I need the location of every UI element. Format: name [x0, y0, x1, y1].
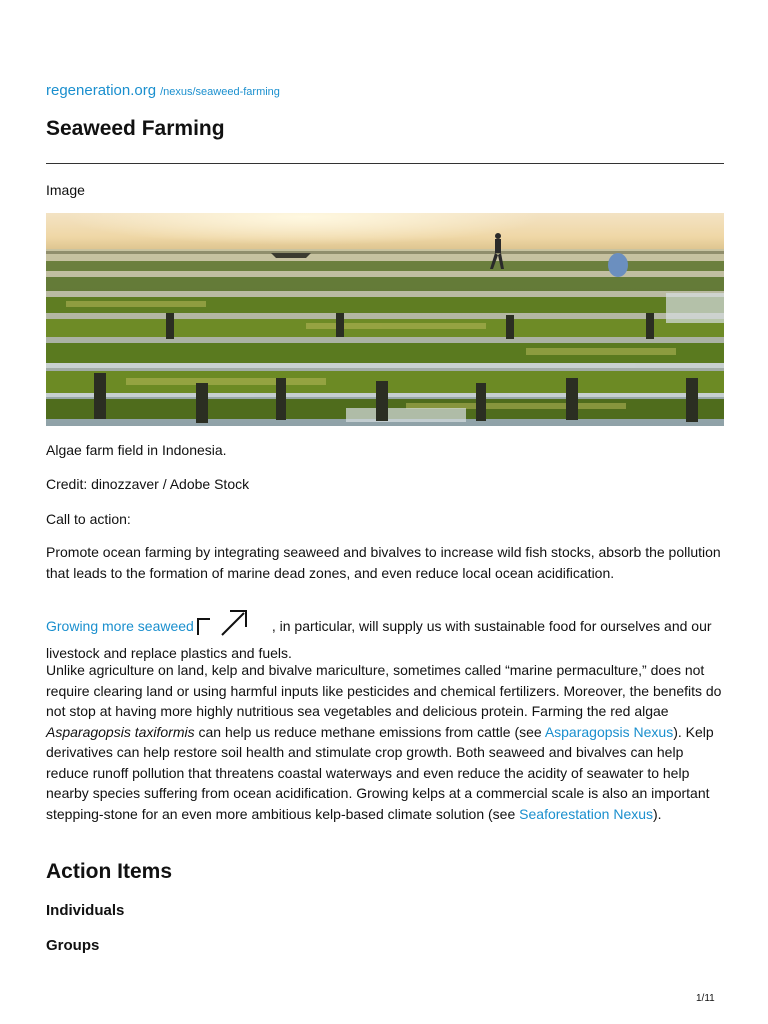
mariculture-text-a: Unlike agriculture on land, kelp and bivalve mariculture, sometimes called “marine permaculture,” does not require clearing land or using harmful inputs like pesticides and chemical fertilizers. Moreover, the benefits do not stop at having more highly nutritious sea vegetables and delicious protein. Farming the red algae — [46, 662, 722, 719]
groups-heading: Groups — [46, 937, 100, 954]
title-divider — [46, 163, 724, 164]
image-label: Image — [46, 182, 85, 198]
external-link-icon[interactable] — [196, 605, 248, 643]
seaforestation-nexus-link[interactable]: Seaforestation Nexus — [519, 805, 654, 822]
page-number: 1/11 — [696, 993, 715, 1004]
asparagopsis-nexus-link[interactable]: Asparagopsis Nexus — [544, 723, 674, 740]
paragraph-intro: Promote ocean farming by integrating seaweed and bivalves to increase wild fish stocks, absorb the pollution that leads to the formation of marine dead zones, and even reduce local ocean acidification. — [46, 544, 721, 581]
image-credit: Credit: dinozzaver / Adobe Stock — [46, 476, 250, 492]
growing-seaweed-link[interactable]: Growing more seaweed — [46, 618, 194, 634]
mariculture-text-d: ). — [653, 805, 662, 822]
source-url — [46, 82, 280, 100]
mariculture-text-b: can help us reduce methane emissions from cattle (see — [194, 723, 545, 740]
paragraph-seaweed — [46, 605, 724, 663]
image-caption: Algae farm field in Indonesia. — [46, 442, 227, 458]
page-title: Seaweed Farming — [46, 117, 225, 140]
domain-link[interactable]: regeneration.org — [46, 82, 157, 99]
seaweed-farm-photo — [46, 213, 724, 426]
call-to-action-label: Call to action: — [46, 511, 131, 527]
action-items-heading: Action Items — [46, 860, 173, 883]
species-name: Asparagopsis taxiformis — [46, 723, 195, 740]
individuals-heading: Individuals — [46, 902, 125, 919]
mariculture-text-c: ). Kelp derivatives can help restore soil health and stimulate crop growth. Both seaweed and bivalves can help reduce runoff pollution that threatens coastal waterways and even reduce the acidity of seawater to help nearby species suffering from ocean acidification. Growing kelps at a commercial scale is also an important stepping-stone for an even more ambitious kelp-based climate solution (see — [46, 723, 714, 822]
path-link[interactable]: /nexus/seaweed-farming — [160, 86, 280, 98]
paragraph-mariculture — [46, 660, 724, 824]
paragraph-seaweed-text: , in particular, will supply us with sustainable food for ourselves and our livestock and replace plastics and fuels. — [46, 618, 712, 661]
